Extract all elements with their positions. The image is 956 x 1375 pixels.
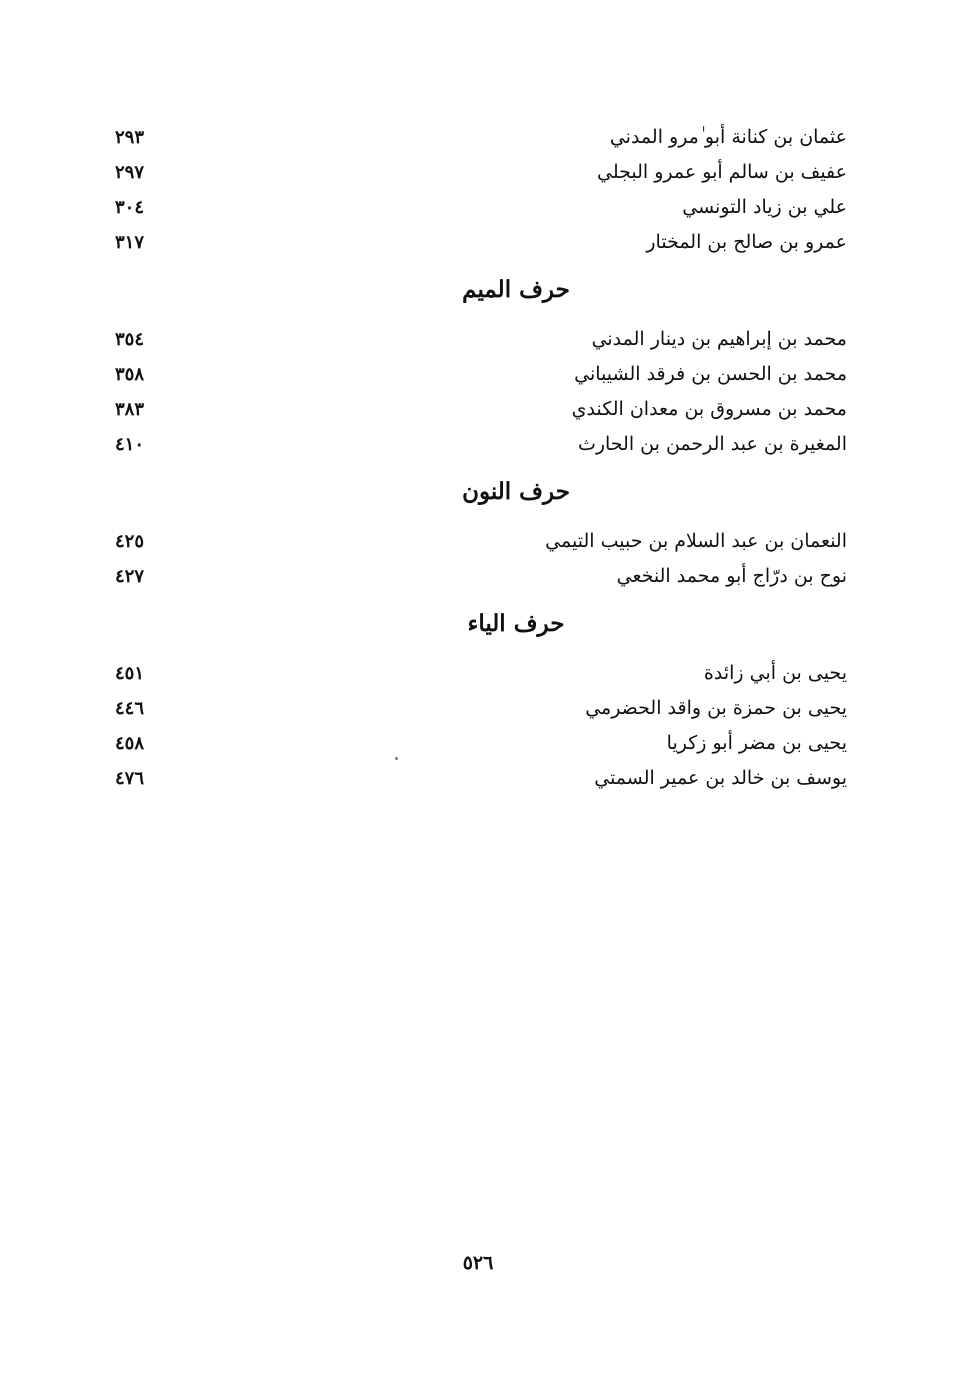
index-entry xyxy=(115,726,847,761)
entry-page: ٣٥٨ xyxy=(115,364,145,385)
scan-speck xyxy=(395,757,398,760)
entry-page: ٤٤٦ xyxy=(115,698,145,719)
entry-page: ٤١٠ xyxy=(115,434,145,455)
index-group-ain xyxy=(115,120,847,260)
entry-name: محمد بن مسروق بن معدان الكندي xyxy=(571,398,847,420)
index-entry xyxy=(115,357,847,392)
index-entry xyxy=(115,524,847,559)
section-heading: حرف الياء xyxy=(467,610,565,637)
entry-name: يحيى بن أبي زائدة xyxy=(703,662,847,684)
entry-name: عفيف بن سالم أبو عمرو البجلي xyxy=(597,161,847,183)
page-number: ٥٢٦ xyxy=(462,1252,494,1274)
index-entry xyxy=(115,190,847,225)
entry-name: عثمان بن كنانة أبو ٰمرو المدني xyxy=(609,126,847,148)
entry-page: ٢٩٧ xyxy=(115,162,145,183)
index-entry xyxy=(115,559,847,594)
entry-page: ٢٩٣ xyxy=(115,127,145,148)
index-entry xyxy=(115,120,847,155)
index-list xyxy=(115,120,847,796)
entry-page: ٣٥٤ xyxy=(115,329,145,350)
entry-page: ٣٨٣ xyxy=(115,399,145,420)
index-entry xyxy=(115,427,847,462)
entry-name: نوح بن درّاج أبو محمد النخعي xyxy=(616,565,847,587)
entry-name: يحيى بن حمزة بن واقد الحضرمي xyxy=(585,697,847,719)
entry-name: يوسف بن خالد بن عمير السمتي xyxy=(594,767,847,789)
section-heading: حرف النون xyxy=(462,478,570,505)
section-heading: حرف الميم xyxy=(462,276,570,303)
entry-name: علي بن زياد التونسي xyxy=(682,196,847,218)
entry-name: المغيرة بن عبد الرحمن بن الحارث xyxy=(577,433,847,455)
index-section-yaa xyxy=(115,600,847,796)
index-entry xyxy=(115,691,847,726)
index-entry xyxy=(115,392,847,427)
entry-page: ٤٥٨ xyxy=(115,733,145,754)
index-section-noon xyxy=(115,468,847,594)
entry-page: ٤٥١ xyxy=(115,663,145,684)
entry-name: محمد بن إبراهيم بن دينار المدني xyxy=(591,328,847,350)
index-entry xyxy=(115,656,847,691)
entry-name: النعمان بن عبد السلام بن حبيب التيمي xyxy=(545,530,847,552)
entry-page: ٤٧٦ xyxy=(115,768,145,789)
index-entry xyxy=(115,322,847,357)
entry-page: ٣٠٤ xyxy=(115,197,145,218)
index-entry xyxy=(115,155,847,190)
entry-name: يحيى بن مضر أبو زكريا xyxy=(666,732,847,754)
index-entry xyxy=(115,225,847,260)
entry-name: محمد بن الحسن بن فرقد الشيباني xyxy=(574,363,847,385)
entry-page: ٣١٧ xyxy=(115,232,145,253)
index-section-meem xyxy=(115,266,847,462)
entry-name: عمرو بن صالح بن المختار xyxy=(646,231,847,253)
index-entry xyxy=(115,761,847,796)
entry-page: ٤٢٧ xyxy=(115,566,145,587)
entry-page: ٤٢٥ xyxy=(115,531,145,552)
